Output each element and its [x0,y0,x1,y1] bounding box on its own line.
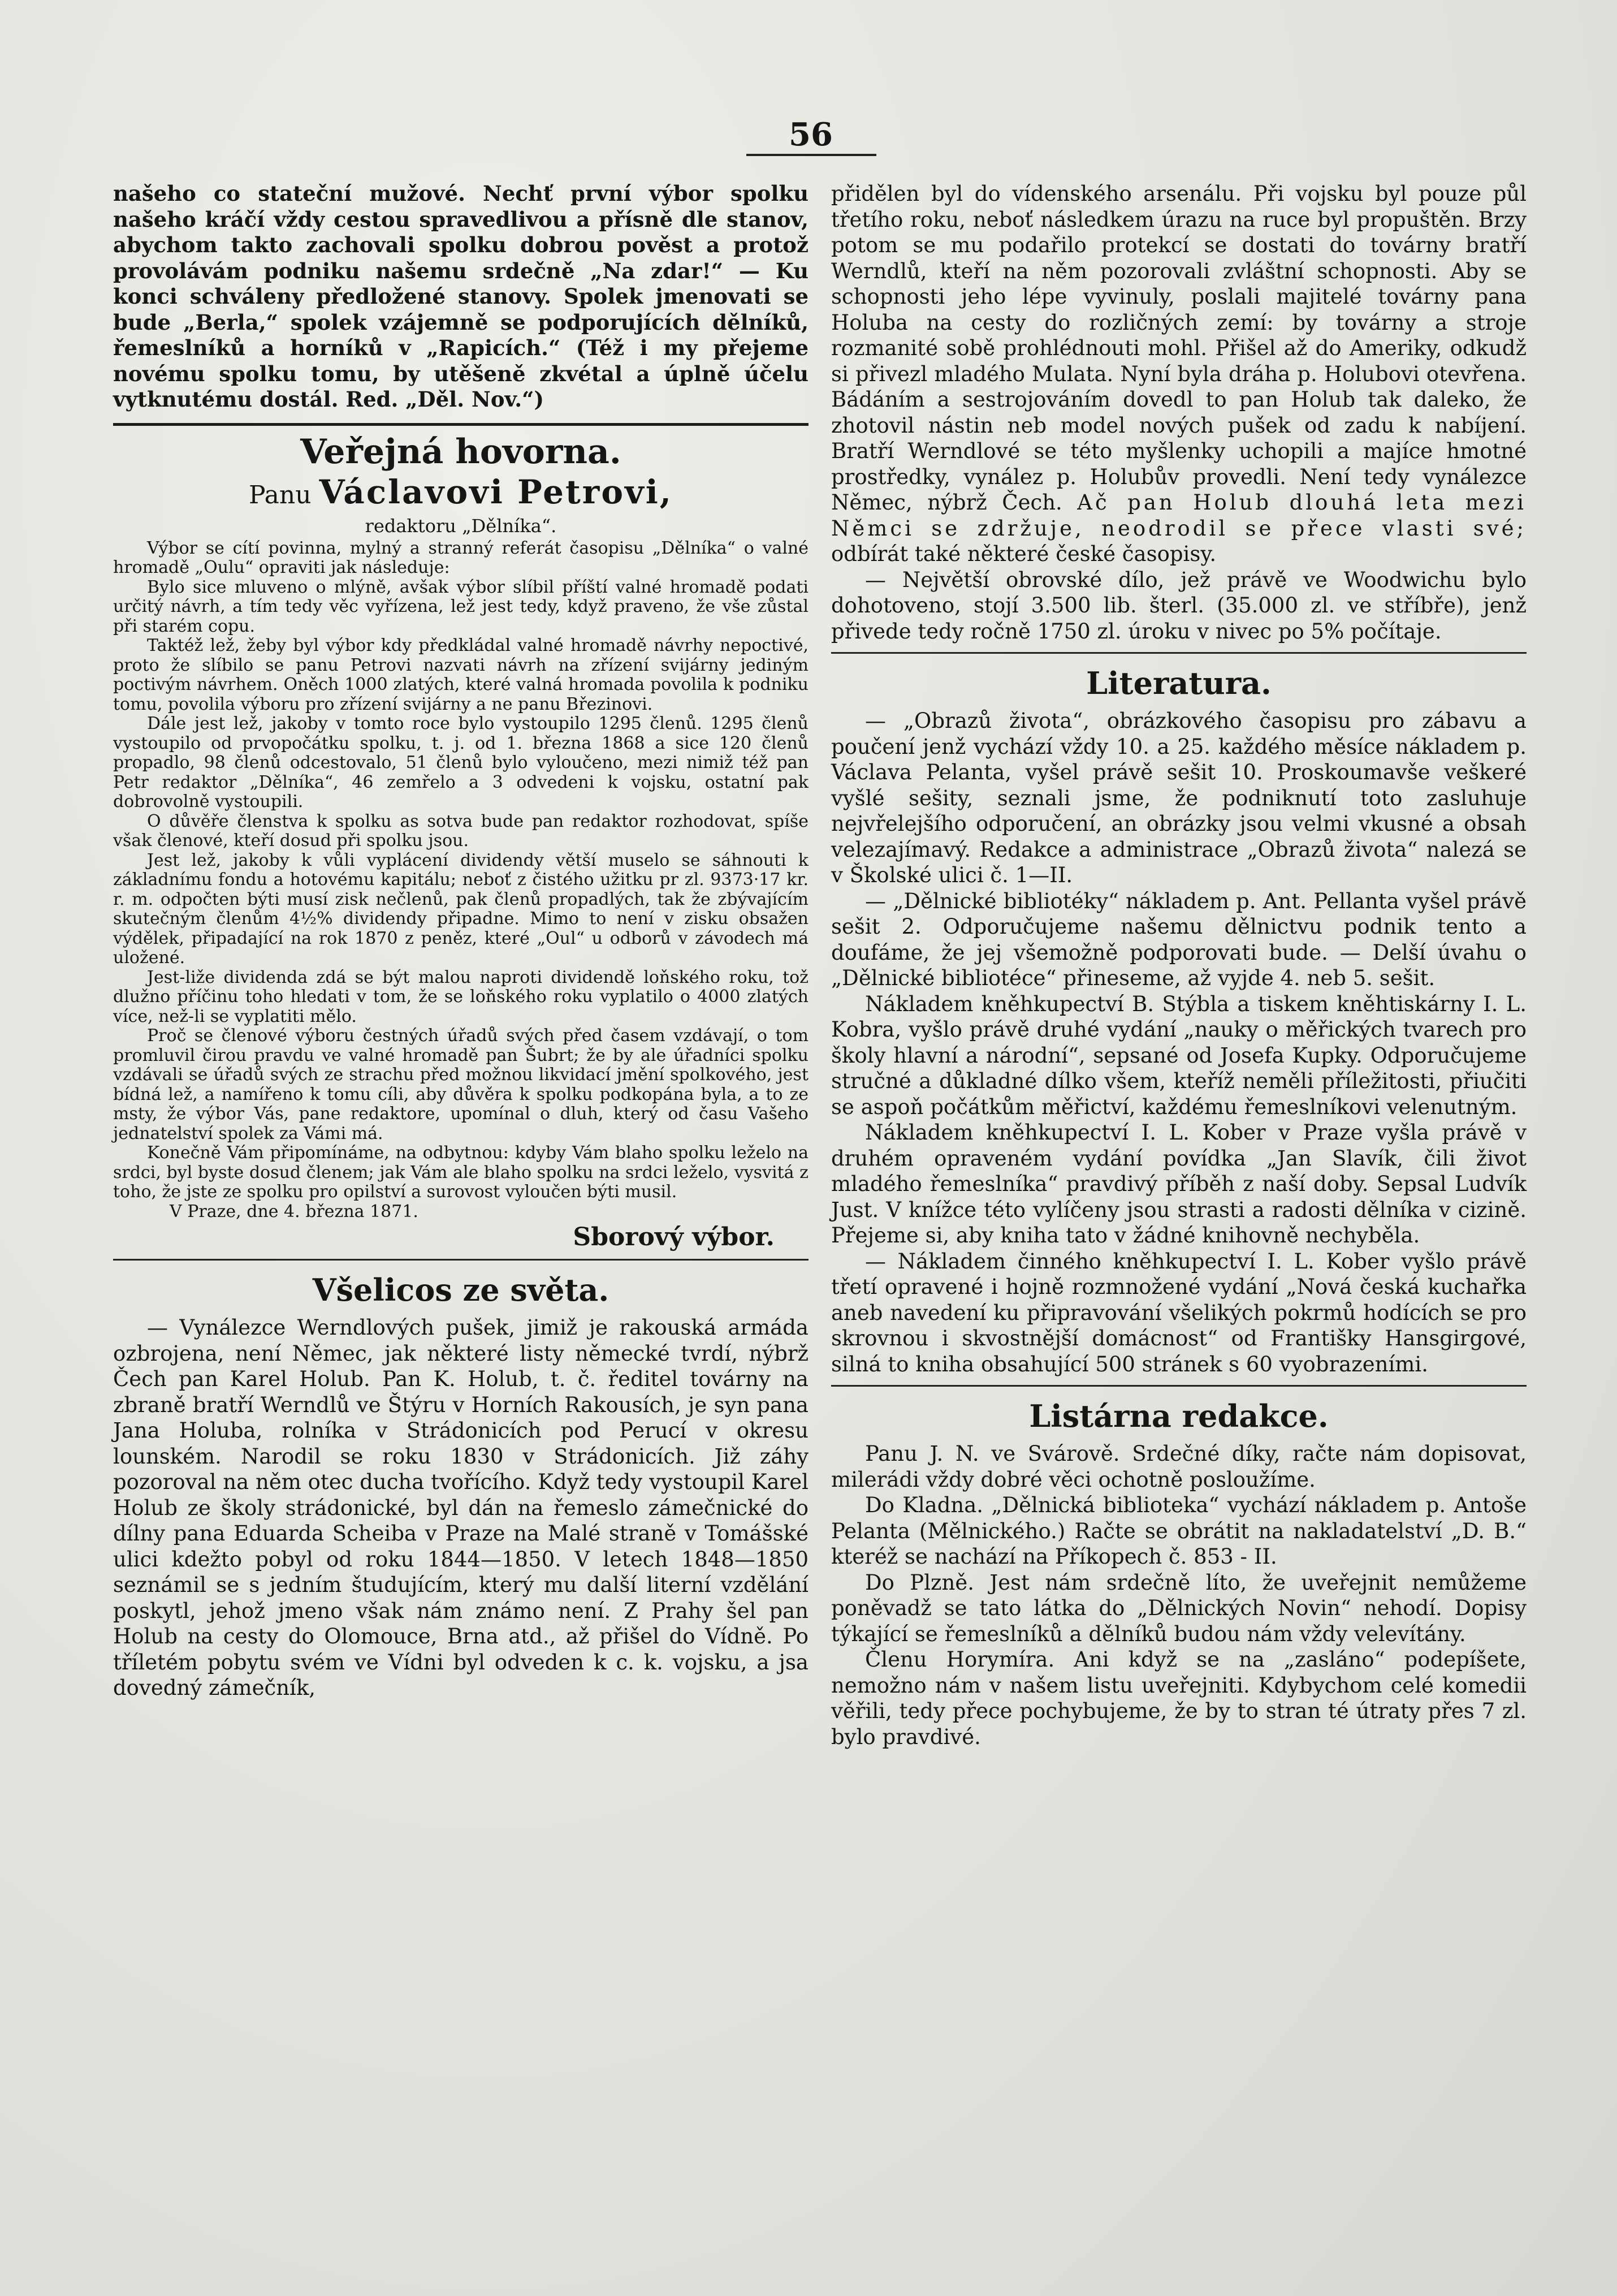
letter-paragraph: Konečně Vám připomínáme, na odbytnou: kdyby Vám blaho spolku leželo na srdci, byl byste dosud členem; jak Vám ale blaho spolku na srdci leželo, vysvitá z toho, že jste ze spolku pro opilství a surovost vyloučen býti musil. [113,1143,808,1202]
continuation-spaced-text: Ač pan Holub dlouhá leta mezi Němci se zdržuje, neodrodil se přece vlasti své; [831,490,1527,541]
literature-item: — „Dělnické bibliotéky“ nákladem p. Ant. Pellanta vyšel právě sešit 2. Odporučujeme našemu dělnictvu podnik tento a doufáme, že jej všemožně podporovati bude. — Delší úvahu o „Dělnické bibliotéce“ přineseme, až vyjde 4. neb 5. sešit. [831,888,1527,990]
letter-paragraph: Jest lež, jakoby k vůli vyplácení dividendy větší muselo se sáhnouti k základnímu fondu a hotovému kapitálu; neboť z čistého užitku pr zl. 9373·17 kr. r. m. odpočten býti musí zisk nečlenů, pak členů propadlých, tak že zbývajícím skutečným členům 4½% dividendy připadne. Mimo to není v zisku obsažen výdělek, připadající na rok 1870 z peněz, které „Oul“ u odborů v závodech má uložené. [113,850,808,968]
continuation-text: přidělen byl do vídenského arsenálu. Při vojsku byl pouze půl třetího roku, neboť následkem úrazu na ruce byl propuštěn. Brzy potom se mu podařilo protekcí se dostati do továrny bratří Werndlů, kteří na něm pozorovali zvláštní schopnosti. Aby se schopnosti jeho lépe vyvinuly, poslali majitelé továrny pana Holuba na cesty do rozličných zemí: by továrny a stroje rozmanité sobě prohlédnouti mohl. Přišel až do Ameriky, odkudž si přivezl mladého Mulata. Nyní byla dráha p. Holubovi otevřena. Bádáním a sestrojováním dovedl to pan Holub tak daleko, že zhotovil nástin neb model nových pušek od zadu k nabíjení. Bratří Werndlové se této myšlenky uchopili a majíce hmotné prostředky, vynález p. Holubův provedli. Není tedy vynálezce Němec, nýbrž Čech. [831,182,1527,515]
letter-paragraph: Taktéž lež, žeby byl výbor kdy předkládal valné hromadě návrhy nepoctivé, proto že slíbilo se panu Petrovi nazvati návrh na zřízení svijárny jediným poctivým návrhem. Oněch 1000 zlatých, které valná hromada povolila k podniku tomu, povolila výboru pro zřízení svijárny a ne panu Březinovi. [113,636,808,714]
editorial-reply: Do Plzně. Jest nám srdečně líto, že uveřejnit nemůžeme poněvadž se tato látka do „Dělnických Novin“ nehodí. Dopisy týkající se řemeslníků a dělníků budou nám vždy velevítány. [831,1570,1527,1646]
section-divider [831,1385,1527,1387]
article-continuation [831,181,1527,567]
address-line [113,474,808,513]
section-divider [113,423,808,426]
section-heading-literatura: Literatura. [1086,665,1272,701]
continuation-end-text: odbírát také některé české časopisy. [831,542,1217,566]
letter-paragraph: Výbor se cítí povinna, mylný a stranný referát časopisu „Dělníka“ o valné hromadě „Oulu“ opraviti jak následuje: [113,538,808,577]
address-role: redaktoru „Dělníka“. [365,515,557,537]
section-verejna-hovorna [113,429,808,1254]
address-name: Václavovi Petrovi, [319,472,673,511]
right-column [831,181,1527,1750]
section-heading-listarna: Listárna redakce. [1029,1398,1329,1434]
section-listarna [831,1395,1527,1750]
section-heading-verejna-hovorna: Veřejná hovorna. [300,431,621,472]
literature-item: — Nákladem činného kněhkupectví I. L. Kober vyšlo právě třetí opravené i hojně rozmnožené vydání „Nová česká kuchařka aneb navedení ku připravování všelikých pokrmů hodících se pro skrovnou i skvostnější domácnost“ od Františky Hansgirgové, silná to kniha obsahující 500 stránek s 60 vyobrazeními. [831,1249,1527,1376]
address-salutation: Panu [249,480,312,510]
letter-paragraph: Bylo sice mluveno o mlýně, avšak výbor slíbil příští valné hromadě podati určitý návrh, a tím tedy věc vyřízena, lež jest tedy, když praveno, že vše zůstal při starém copu. [113,577,808,636]
left-column [113,181,808,1701]
editorial-reply: Do Kladna. „Dělnická biblioteka“ vychází nákladem p. Antoše Pelanta (Mělnického.) Račte se obrátit na nakladatelství „D. B.“ kteréž se nachází na Příkopech č. 853 - II. [831,1493,1527,1569]
intro-paragraph: našeho co stateční mužové. Nechť první výbor spolku našeho kráčí vždy cestou spravedlivou a přísně dle stanov, abychom takto zachovali spolku dobrou pověst a protož provolávám podniku našemu srdečně „Na zdar!“ — Ku konci schváleny předložené stanovy. Spolek jmenovati se bude „Berla,“ spolek vzájemně se podporujících dělníků, řemeslníků a horníků v „Rapicích.“ (Též i my přejeme novému spolku tomu, by utěšeně zkvétal a úplně účelu vytknutému dostál. Red. „Děl. Nov.“) [113,181,808,412]
section-literatura [831,662,1527,1377]
editorial-reply: Panu J. N. ve Svárově. Srdečné díky, račte nám dopisovat, milerádi vždy dobré věci ochotně posloužíme. [831,1442,1527,1492]
literature-item: — „Obrazů života“, obrázkového časopisu pro zábavu a poučení jenž vychází vždy 10. a 25. každého měsíce nákladem p. Václava Pelanta, vyšel právě sešit 10. Proskoumavše veškeré vyšlé sešity, seznali jsme, že podniknutí toto zasluhuje nejvřelejšího odporučení, an obrázky jsou velmi vkusné a obsah velezajímavý. Redakce a administrace „Obrazů života“ nalezá se v Školské ulici č. 1—II. [831,709,1527,887]
letter-paragraph: Jest-liže dividenda zdá se být malou naproti dividendě loňského roku, tož dlužno příčinu toho hledati v tom, že se loňského roku vyplatilo o 4000 zlatých více, než-li se vyplatiti mělo. [113,967,808,1026]
section-divider [831,652,1527,654]
section-divider [113,1259,808,1261]
editorial-reply: Členu Horymíra. Ani když se na „zasláno“ podepíšete, nemožno nám v našem listu uveřejniti. Kdybychom celé komedii věřili, tedy přece pochybujeme, že by to stran té útraty přes 7 zl. bylo pravdivé. [831,1647,1527,1749]
letter-paragraph: O důvěře členstva k spolku as sotva bude pan redaktor rozhodovat, spíše však členové, kteří dosud při spolku jsou. [113,811,808,851]
letter-paragraph: Proč se členové výboru čestných úřadů svých před časem vzdávají, o tom promluvil čirou pravdu ve valné hromadě pan Šubrt; že by ale úřadníci spolku vzdávali se úřadů svých ze strachu před možnou likvidací jmění spolkového, jest bídná lež, a namířeno k tomu cíli, aby důvěra k spolku podkopána byla, a to ze msty, že výbor Vás, pane redaktore, upomínal o dluh, který od času Vašeho jednatelství spolek za Vámi má. [113,1026,808,1143]
literature-item: Nákladem kněhkupectví I. L. Kober v Praze vyšla právě v druhém opraveném vydání povídka „Jan Slavík, čili život mladého řemeslníka“ pravdivý příběh z naší doby. Sepsal Ludvík Just. V knížce této vylíčeny jsou strasti a radosti dělníka v cizině. Přejeme si, aby kniha tato v žádné knihovně nechyběla. [831,1120,1527,1248]
literature-item: Nákladem kněhkupectví B. Stýbla a tiskem kněhtiskárny I. L. Kobra, vyšlo právě druhé vydání „nauky o měřických tvarech pro školy hlavní a národní“, sepsané od Josefa Kupky. Odporučujeme stručné a důkladné dílko všem, kteříž neměli příležitosti, přiučiti se aspoň počátkům měřictví, každému řemeslníkovi velenutným. [831,991,1527,1119]
article-paragraph: — Vynálezce Werndlových pušek, jimiž je rakouská armáda ozbrojena, není Němec, jak některé listy německé tvrdí, nýbrž Čech pan Karel Holub. Pan K. Holub, t. č. ředitel továrny na zbraně bratří Werndlů ve Štýru v Horních Rakousích, je syn pana Jana Holuba, rolníka v Strádonicích pod Perucí v okresu lounském. Narodil se roku 1830 v Strádonicích. Již záhy pozoroval na něm otec ducha tvořícího. Když tedy vystoupil Karel Holub ze školy strádonické, byl dán na řemeslo zámečnické do dílny pana Eduarda Scheiba v Praze na Malé straně v Tomášské ulici kdežto pobyl od roku 1844—1850. V letech 1848—1850 seznámil se s jedním študujícím, který mu další literní vzdělání poskytl, jehož jmeno však nám známo není. Z Prahy šel pan Holub na cesty do Olomouce, Brna atd., až přišel do Vídně. Po tříletém pobytu svém ve Vídni byl odveden k c. k. vojsku, a jsa dovedný zámečník, [113,1315,808,1700]
section-heading-vselicos: Všelicos ze světa. [312,1272,609,1308]
letter-date-place: V Praze, dne 4. března 1871. [170,1201,418,1222]
section-vselicos [113,1268,808,1701]
page-number-rule [746,154,876,156]
article-paragraph: — Největší obrovské dílo, jež právě ve Woodwichu bylo dohotoveno, stojí 3.500 lib. šterl. (35.000 zl. ve stříbře), jenž přivede tedy ročně 1750 zl. úroku v nivec po 5% počítaje. [831,567,1527,644]
page-number: 56 [789,116,833,153]
letter-paragraph: Dále jest lež, jakoby v tomto roce bylo vystoupilo 1295 členů. 1295 členů vystoupilo od prvopočátku spolku, t. j. od 1. března 1868 a sice 120 členů propadlo, 98 členů odcestovalo, 51 členů bylo vyloučeno, mezi nimiž též pan Petr redaktor „Dělníka“, 46 zemřelo a 3 odvedeni k vojsku, ostatní pak dobrovolně vystoupili. [113,714,808,812]
letter-signature: Sborový výbor. [573,1223,775,1251]
